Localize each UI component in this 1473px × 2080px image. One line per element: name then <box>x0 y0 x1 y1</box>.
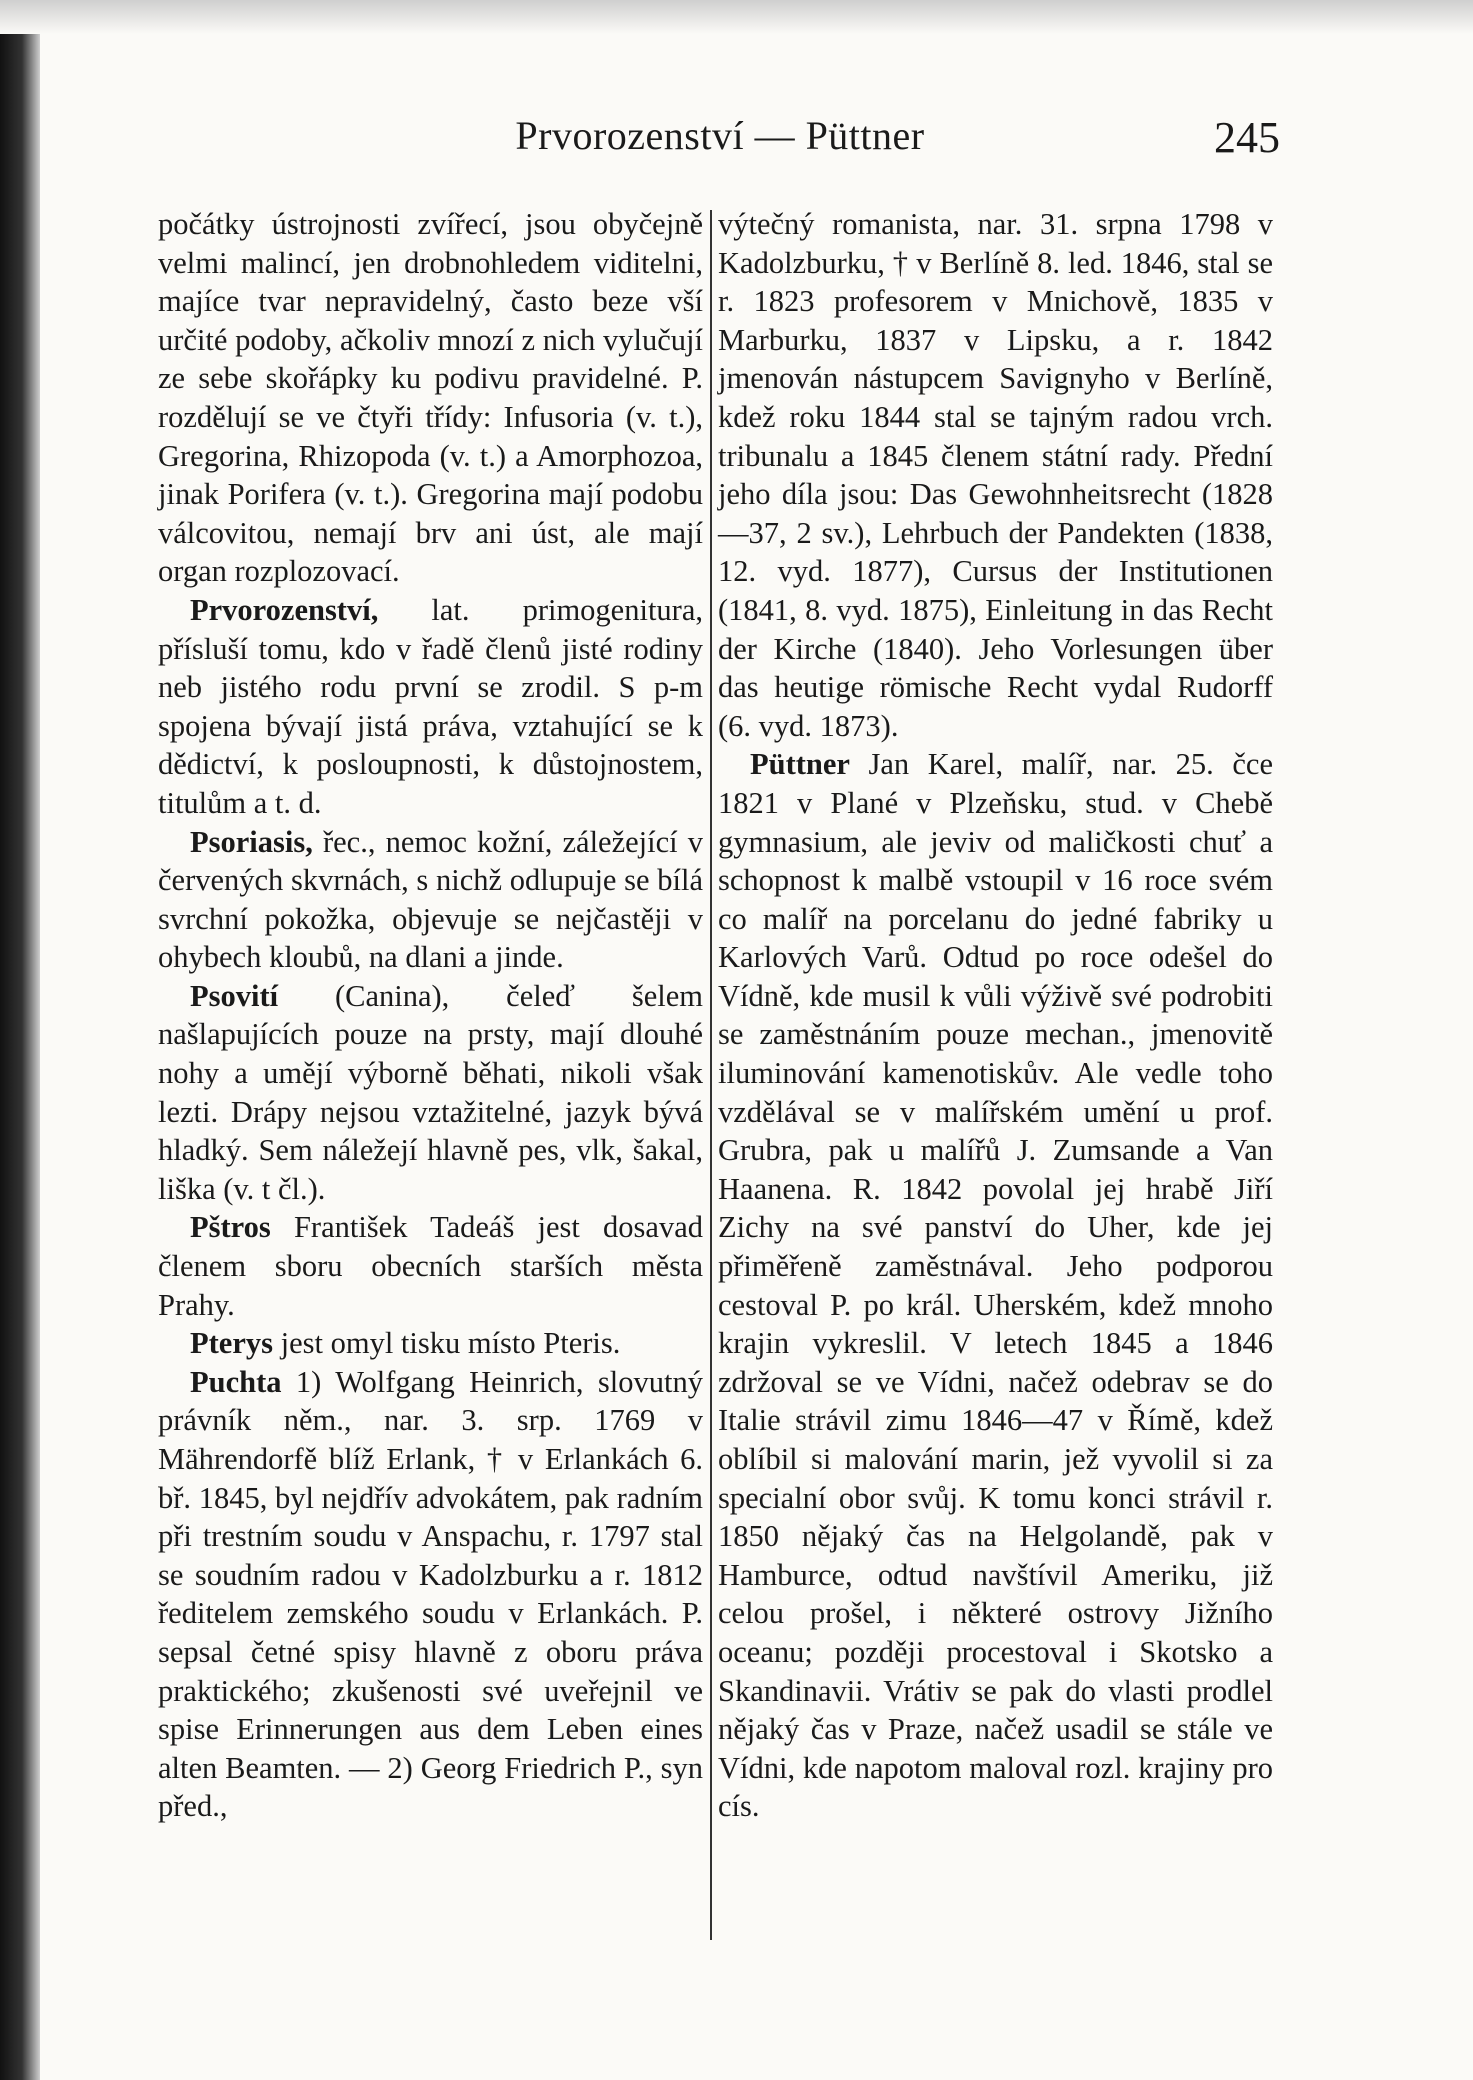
entry-psoviti <box>158 977 703 1209</box>
entry-headword: Puchta <box>190 1364 282 1399</box>
scan-edge-shadow <box>0 0 40 2080</box>
entry-psoriasis <box>158 823 703 977</box>
continuation-paragraph: výtečný romanista, nar. 31. srpna 1798 v Kadolzburku, † v Berlíně 8. led. 1846, stal se r. 1823 profesorem v Mnichově, 1835 v Marburku, 1837 v Lipsku, a r. 1842 jmenován nástupcem Savignyho v Berlíně, kdež roku 1844 stal se tajným radou vrch. tribunalu a 1845 členem státní rady. Přední jeho díla jsou: Das Gewohnheitsrecht (1828—37, 2 sv.), Lehrbuch der Pandekten (1838, 12. vyd. 1877), Cursus der Institutionen (1841, 8. vyd. 1875), Einleitung in das Recht der Kirche (1840). Jeho Vorlesungen über das heutige römische Recht vydal Rudorff (6. vyd. 1873). <box>718 207 1273 743</box>
page-number: 245 <box>1214 113 1280 162</box>
left-column <box>158 205 703 1826</box>
page-header <box>160 112 1280 172</box>
right-column <box>718 205 1273 1826</box>
entry-pterys <box>158 1324 703 1363</box>
entry-text: Jan Karel, malíř, nar. 25. čce 1821 v Plané v Plzeňsku, stud. v Chebě gymnasium, ale jeviv od maličkosti chuť a schopnost k malbě vstoupil v 16 roce svém co malíř na porcelanu do jedné fabriky u Karlových Varů. Odtud po roce odešel do Vídně, kde musil k vůli výživě své podrobiti se zaměstnáním pouze mechan., jmenovitě iluminování kamenotiskův. Ale vedle toho vzdělával se v malířském umění u prof. Grubra, pak u malířů J. Zumsande a Van Haanena. R. 1842 povolal jej hrabě Jiří Zichy na své panství do Uher, kde jej přiměřeně zaměstnával. Jeho podporou cestoval P. po král. Uherském, kdež mnoho krajin vykreslil. V letech 1845 a 1846 zdržoval se ve Vídni, načež odebrav se do Italie strávil zimu 1846—47 v Římě, kdež oblíbil si malování marin, jež vyvolil si za specialní obor svůj. K tomu konci strávil r. 1850 nějaký čas na Helgolandě, pak v Hamburce, odtud navštívil Ameriku, již celou prošel, i některé ostrovy Jižního oceanu; později procestoval i Skotsko a Skandinavii. Vrátiv se pak do vlasti prodlel nějaký čas v Praze, načež usadil se stále ve Vídni, kde napotom maloval rozl. krajiny pro cís. <box>718 747 1273 1824</box>
entry-puchta <box>158 1363 703 1826</box>
entry-headword: Psoriasis, <box>190 824 313 859</box>
entry-prvorozenstvi <box>158 591 703 823</box>
entry-text: jest omyl tisku místo Pteris. <box>272 1326 621 1361</box>
entry-headword: Püttner <box>750 747 850 782</box>
entry-headword: Pterys <box>190 1326 273 1361</box>
entry-text: lat. primogenitura, přísluší tomu, kdo v řadě členů jisté rodiny neb jistého rodu první se zrodil. S p-m spojena bývají jistá práva, vztahující se k dědictví, k posloupnosti, k důstojnostem, titulům a t. d. <box>158 592 703 820</box>
scan-top-shadow <box>0 0 1473 34</box>
entry-text: 1) Wolfgang Heinrich, slovutný právník něm., nar. 3. srp. 1769 v Mährendorfě blíž Erlank, † v Erlankách 6. bř. 1845, byl nejdřív advokátem, pak radním při trestním soudu v Anspachu, r. 1797 stal se soudním radou v Kadolzburku a r. 1812 ředitelem zemského soudu v Erlankách. P. sepsal četné spisy hlavně z oboru práva praktického; zkušenosti své uveřejnil ve spise Erinnerungen aus dem Leben eines alten Beamten. — 2) Georg Friedrich P., syn před., <box>158 1364 703 1824</box>
entry-headword: Psovití <box>190 978 279 1013</box>
column-divider <box>710 210 712 1940</box>
running-head: Prvorozenství — Püttner <box>515 113 925 158</box>
continuation-paragraph: počátky ústrojnosti zvířecí, jsou obyčejně velmi malincí, jen drobnohledem viditelni, majíce tvar nepravidelný, často beze vší určité podoby, ačkoliv mnozí z nich vylučují ze sebe skořápky ku podivu pravidelné. P. rozdělují se ve čtyři třídy: Infusoria (v. t.), Gregorina, Rhizopoda (v. t.) a Amorphozoa, jinak Porifera (v. t.). Gregorina mají podobu válcovitou, nemají brv ani úst, ale mají organ rozplozovací. <box>158 207 703 589</box>
entry-text: František Tadeáš jest dosavad členem sboru obecních starších města Prahy. <box>158 1210 703 1322</box>
entry-headword: Pštros <box>190 1210 271 1245</box>
entry-puttner <box>718 745 1273 1826</box>
entry-pstros <box>158 1208 703 1324</box>
entry-text: řec., nemoc kožní, záležející v červených skvrnách, s nichž odlupuje se bílá svrchní pokožka, objevuje se nejčastěji v ohybech kloubů, na dlani a jinde. <box>158 824 703 975</box>
entry-headword: Prvorozenství, <box>190 592 379 627</box>
entry-text: (Canina), čeleď šelem našlapujících pouze na prsty, mají dlouhé nohy a umějí výborně běhati, nikoli však lezti. Drápy nejsou vztažitelné, jazyk bývá hladký. Sem náležejí hlavně pes, vlk, šakal, liška (v. t čl.). <box>158 978 703 1206</box>
